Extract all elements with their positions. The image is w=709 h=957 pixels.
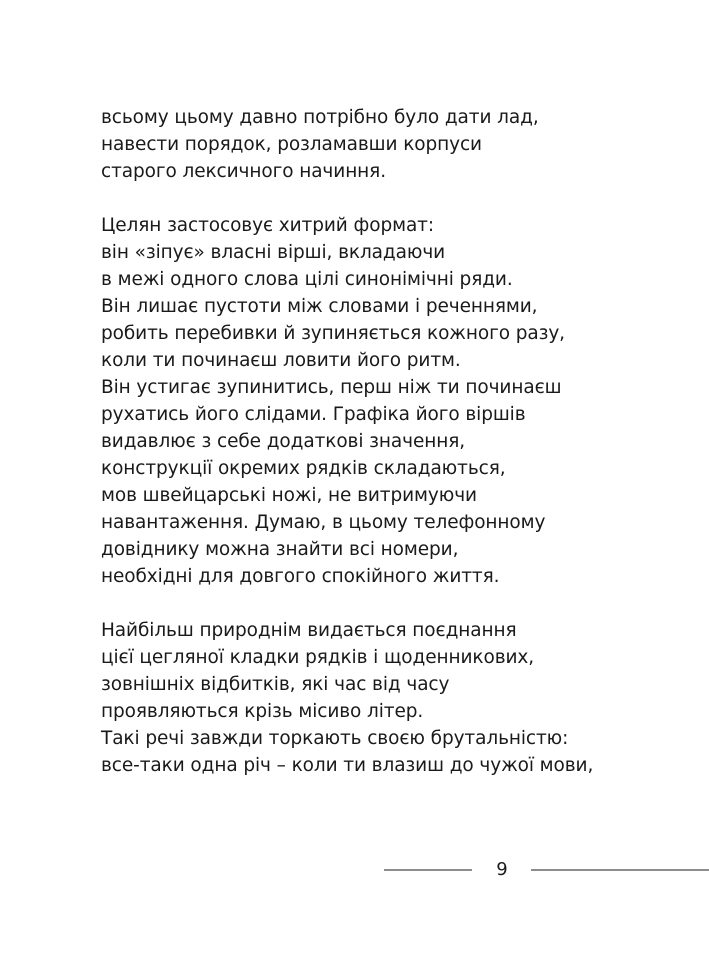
text-line: навантаження. Думаю, в цьому телефонному xyxy=(101,512,546,533)
text-line: цієї цегляної кладки рядків і щоденникових, xyxy=(101,647,535,668)
text-line: Целян застосовує хитрий формат: xyxy=(101,215,434,236)
text-line: всьому цьому давно потрібно було дати лад, xyxy=(101,107,539,128)
paragraph-3 xyxy=(101,617,701,779)
text-line: коли ти починаєш ловити його ритм. xyxy=(101,350,461,371)
text-line: зовнішніх відбитків, які час від часу xyxy=(101,674,450,695)
text-line: в межі одного слова цілі синонімічні ряди. xyxy=(101,269,513,290)
text-line: довіднику можна знайти всі номери, xyxy=(101,539,459,560)
body-text xyxy=(101,104,701,779)
text-line: мов швейцарські ножі, не витримуючи xyxy=(101,485,477,506)
text-line: все-таки одна річ – коли ти влазиш до чужої мови, xyxy=(101,755,594,776)
paragraph-2 xyxy=(101,212,701,590)
page-number: 9 xyxy=(496,859,508,880)
text-line: конструкції окремих рядків складаються, xyxy=(101,458,506,479)
text-line: він «зіпує» власні вірші, вкладаючи xyxy=(101,242,446,263)
text-line: робить перебивки й зупиняється кожного разу, xyxy=(101,323,565,344)
page-footer xyxy=(0,856,709,884)
text-line: Він лишає пустоти між словами і реченнями, xyxy=(101,296,538,317)
text-line: навести порядок, розламавши корпуси xyxy=(101,134,482,155)
paragraph-1 xyxy=(101,104,701,185)
text-line: Найбільш природнім видається поєднання xyxy=(101,620,517,641)
footer-rule-right xyxy=(531,869,709,871)
text-line: проявляються крізь місиво літер. xyxy=(101,701,424,722)
text-line: видавлює з себе додаткові значення, xyxy=(101,431,466,452)
text-line: Він устигає зупинитись, перш ніж ти починаєш xyxy=(101,377,562,398)
text-line: рухатись його слідами. Графіка його віршів xyxy=(101,404,526,425)
text-line: Такі речі завжди торкають своєю брутальністю: xyxy=(101,728,569,749)
text-line: старого лексичного начиння. xyxy=(101,161,386,182)
text-line: необхідні для довгого спокійного життя. xyxy=(101,566,500,587)
footer-rule-left xyxy=(384,869,472,871)
